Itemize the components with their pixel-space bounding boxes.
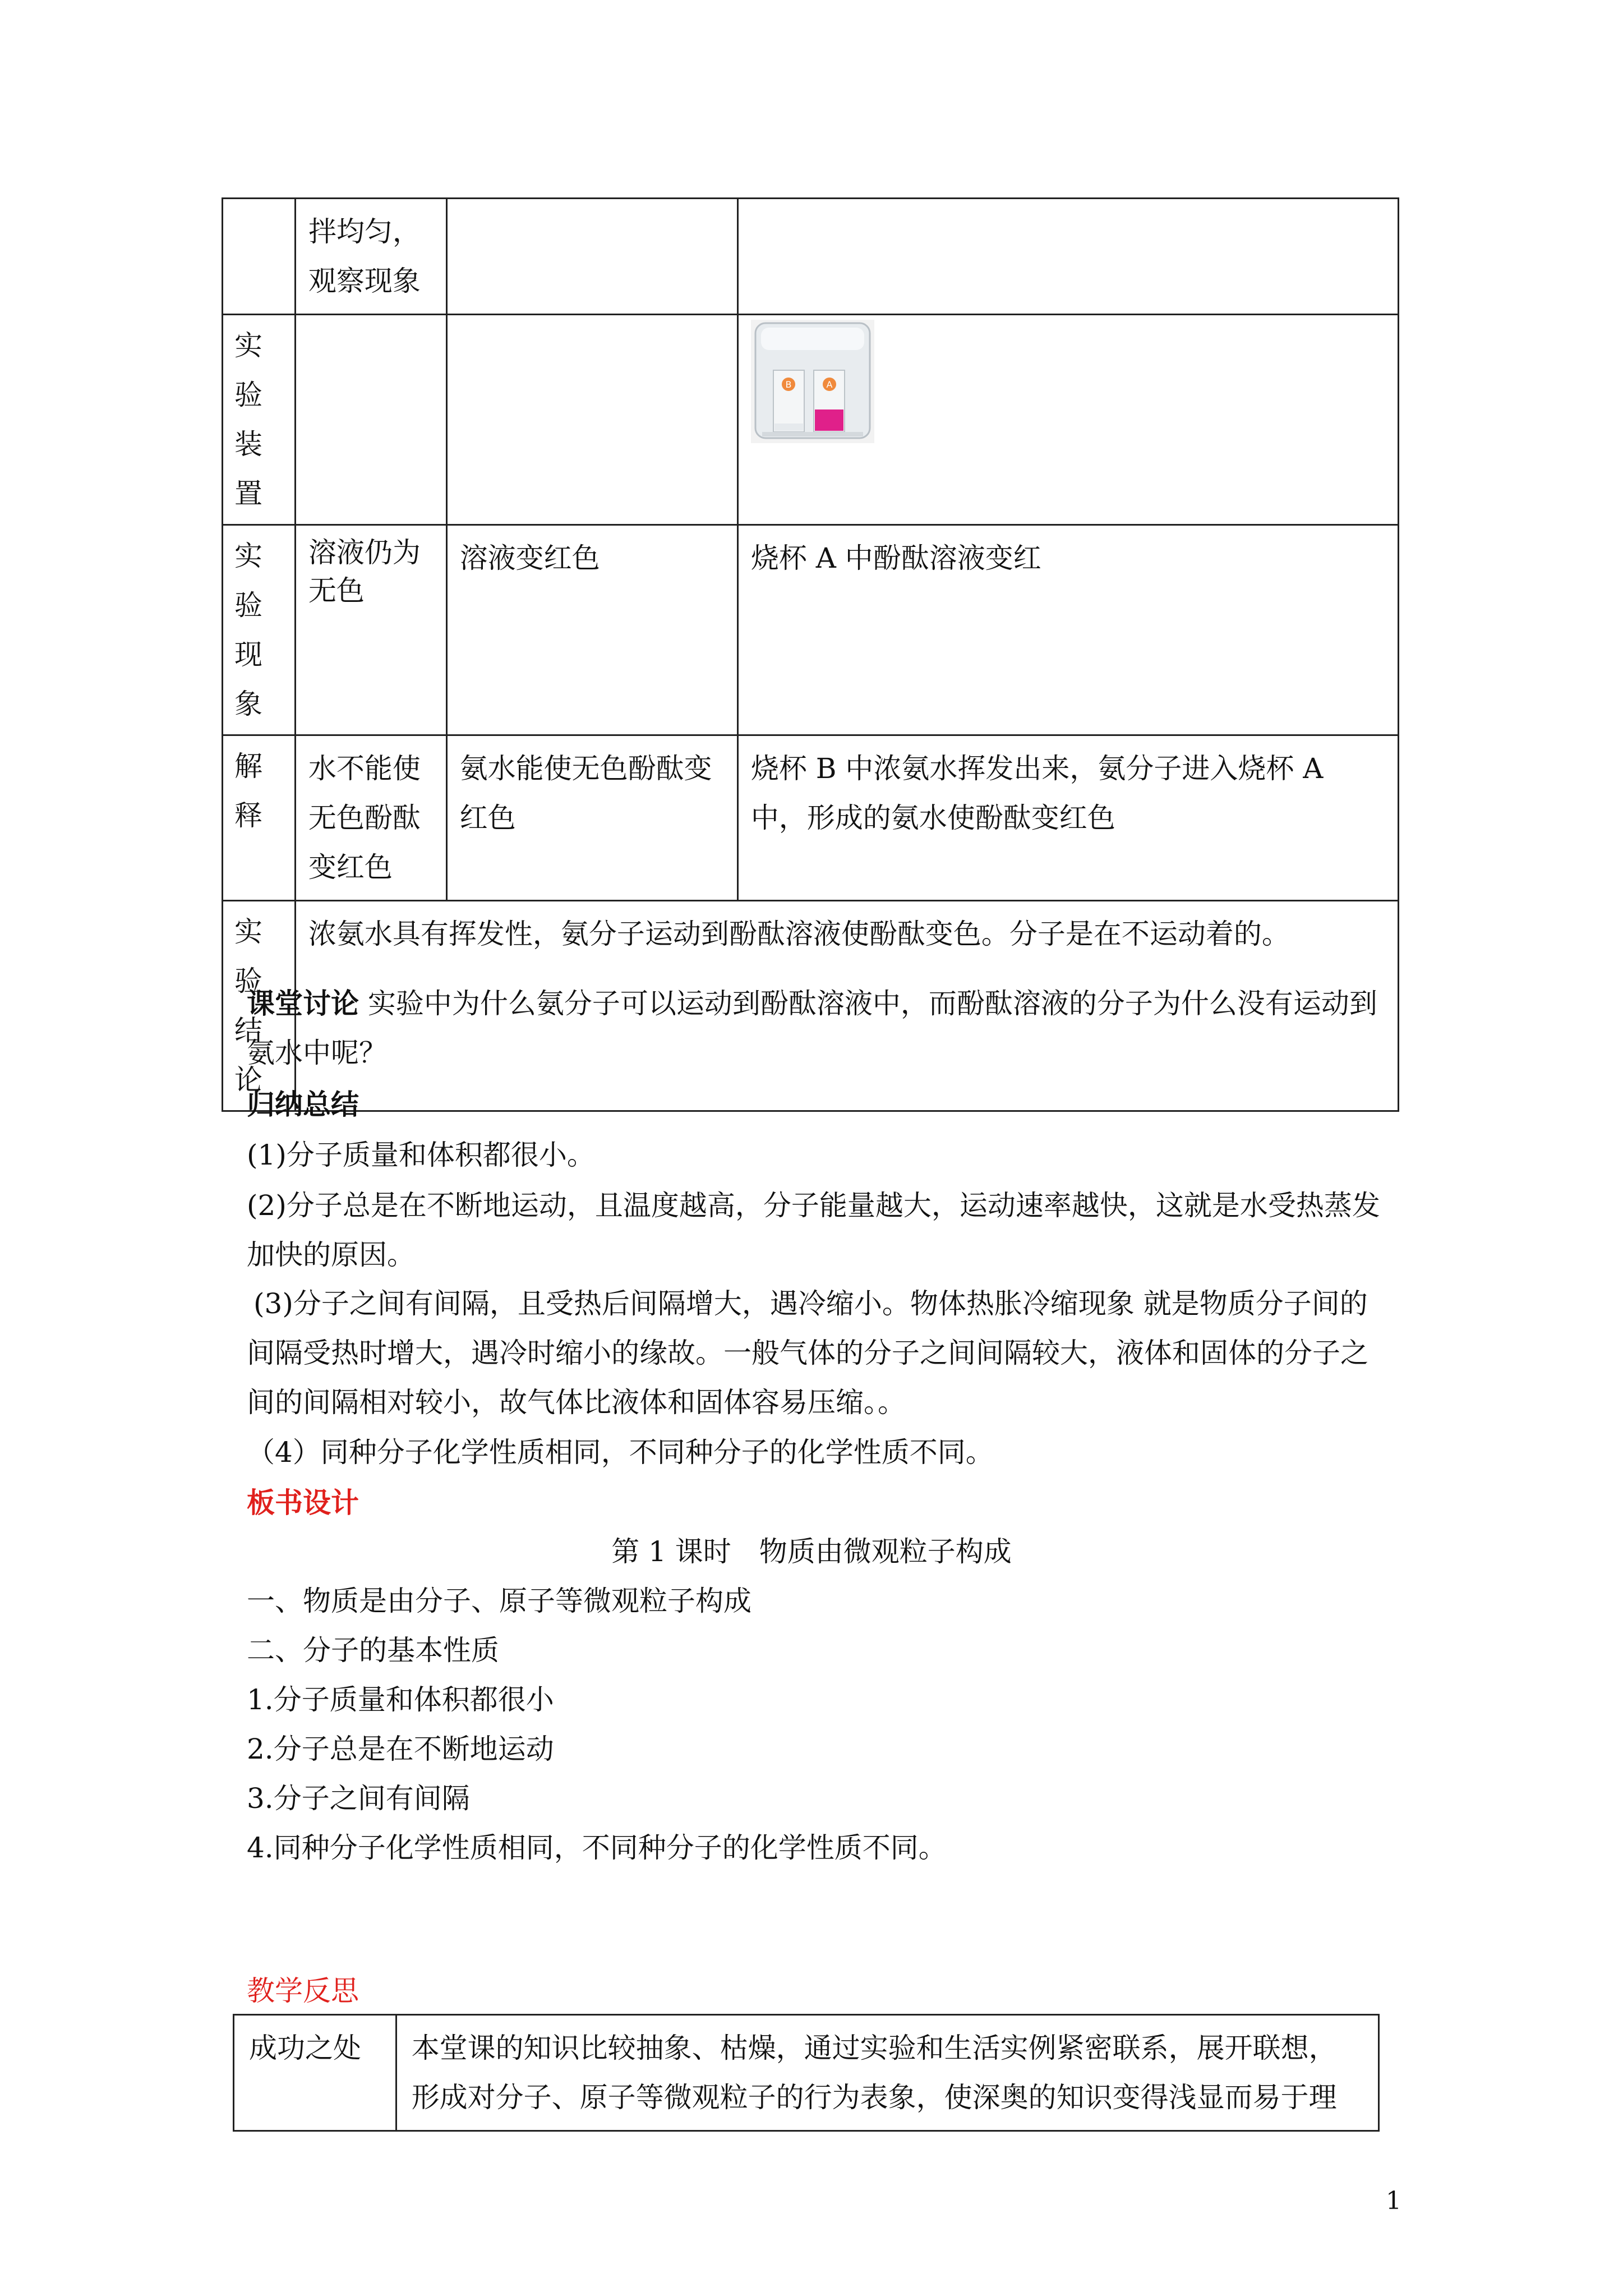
reflection-row-header: 成功之处 [234,2015,396,2131]
svg-text:B: B [785,379,792,390]
summary-item-1: (1)分子质量和体积都很小。 [247,1139,595,1171]
pink-solution [815,409,843,431]
row-header-conclusion: 实 验 结 论 [223,901,296,1111]
discussion-paragraph [247,979,1391,1078]
table-row [223,199,1399,315]
board-line-5: 3.分子之间有间隔 [247,1782,470,1815]
board-title: 第 1 课时 物质由微观粒子构成 [611,1535,1012,1568]
table-row [234,2015,1379,2131]
table-cell-empty [446,199,737,315]
board-design-heading: 板书设计 [247,1487,359,1519]
table-cell-empty [446,315,737,525]
experiment-table [222,197,1399,1112]
discussion-label: 课堂讨论 [247,987,359,1020]
table-cell-empty [295,315,446,525]
table-cell: 烧杯 A 中酚酞溶液变红 [737,525,1398,735]
board-line-2: 二、分子的基本性质 [247,1634,499,1667]
summary-item-3: (3)分子之间有间隔，且受热后间隔增大，遇冷缩小。物体热胀冷缩现象 就是物质分子间的间隔受热时增大，遇冷时缩小的缘故。一般气体的分子之间间隔较大，液体和固体的分子之间的间隔相对较小，故气体比液体和固体容易压缩。。 [247,1287,1368,1419]
discussion-text: 实验中为什么氨分子可以运动到酚酞溶液中，而酚酞溶液的分子为什么没有运动到氨水中呢？ [247,987,1377,1069]
table-cell: 水不能使无色酚酞变红色 [295,735,446,901]
table-cell-image [737,315,1398,525]
summary-item-4: （4）同种分子化学性质相同，不同种分子的化学性质不同。 [247,1436,994,1469]
table-cell-conclusion: 浓氨水具有挥发性，氨分子运动到酚酞溶液使酚酞变色。分子是在不运动着的。 [295,901,1398,1111]
svg-text:A: A [826,379,833,390]
table-cell-empty [737,199,1398,315]
board-line-6: 4.同种分子化学性质相同，不同种分子的化学性质不同。 [247,1832,947,1864]
table-cell: 氨水能使无色酚酞变红色 [446,735,737,901]
table-row-phenomenon [223,525,1399,735]
table-cell: 溶液仍为无色 [295,525,446,735]
table-cell-empty [223,199,296,315]
reflection-text: 本堂课的知识比较抽象、枯燥，通过实验和生活实例紧密联系，展开联想，形成对分子、原子等微观粒子的行为表象，使深奥的知识变得浅显而易于理 [396,2015,1378,2131]
reflection-heading: 教学反思 [247,1975,359,2007]
table-cell: 烧杯 B 中浓氨水挥发出来，氨分子进入烧杯 A 中，形成的氨水使酚酞变红色 [737,735,1398,901]
table-row-device [223,315,1399,525]
summary-heading: 归纳总结 [247,1088,359,1121]
table-cell: 拌均匀，观察现象 [295,199,446,315]
reflection-table [233,2014,1380,2132]
row-header-phenomenon: 实 验 现 象 [223,525,296,735]
table-cell: 溶液变红色 [446,525,737,735]
page-number: 1 [1386,2187,1401,2215]
summary-item-2: (2)分子总是在不断地运动，且温度越高，分子能量越大，运动速率越快，这就是水受热蒸发加快的原因。 [247,1189,1380,1271]
row-header-device: 实 验 装 置 [223,315,296,525]
board-line-1: 一、物质是由分子、原子等微观粒子构成 [247,1585,751,1617]
board-line-3: 1.分子质量和体积都很小 [247,1683,554,1716]
beaker-experiment-image [751,320,874,443]
row-header-explanation: 解 释 [223,735,296,901]
board-line-4: 2.分子总是在不断地运动 [247,1733,554,1765]
table-row-explanation [223,735,1399,901]
